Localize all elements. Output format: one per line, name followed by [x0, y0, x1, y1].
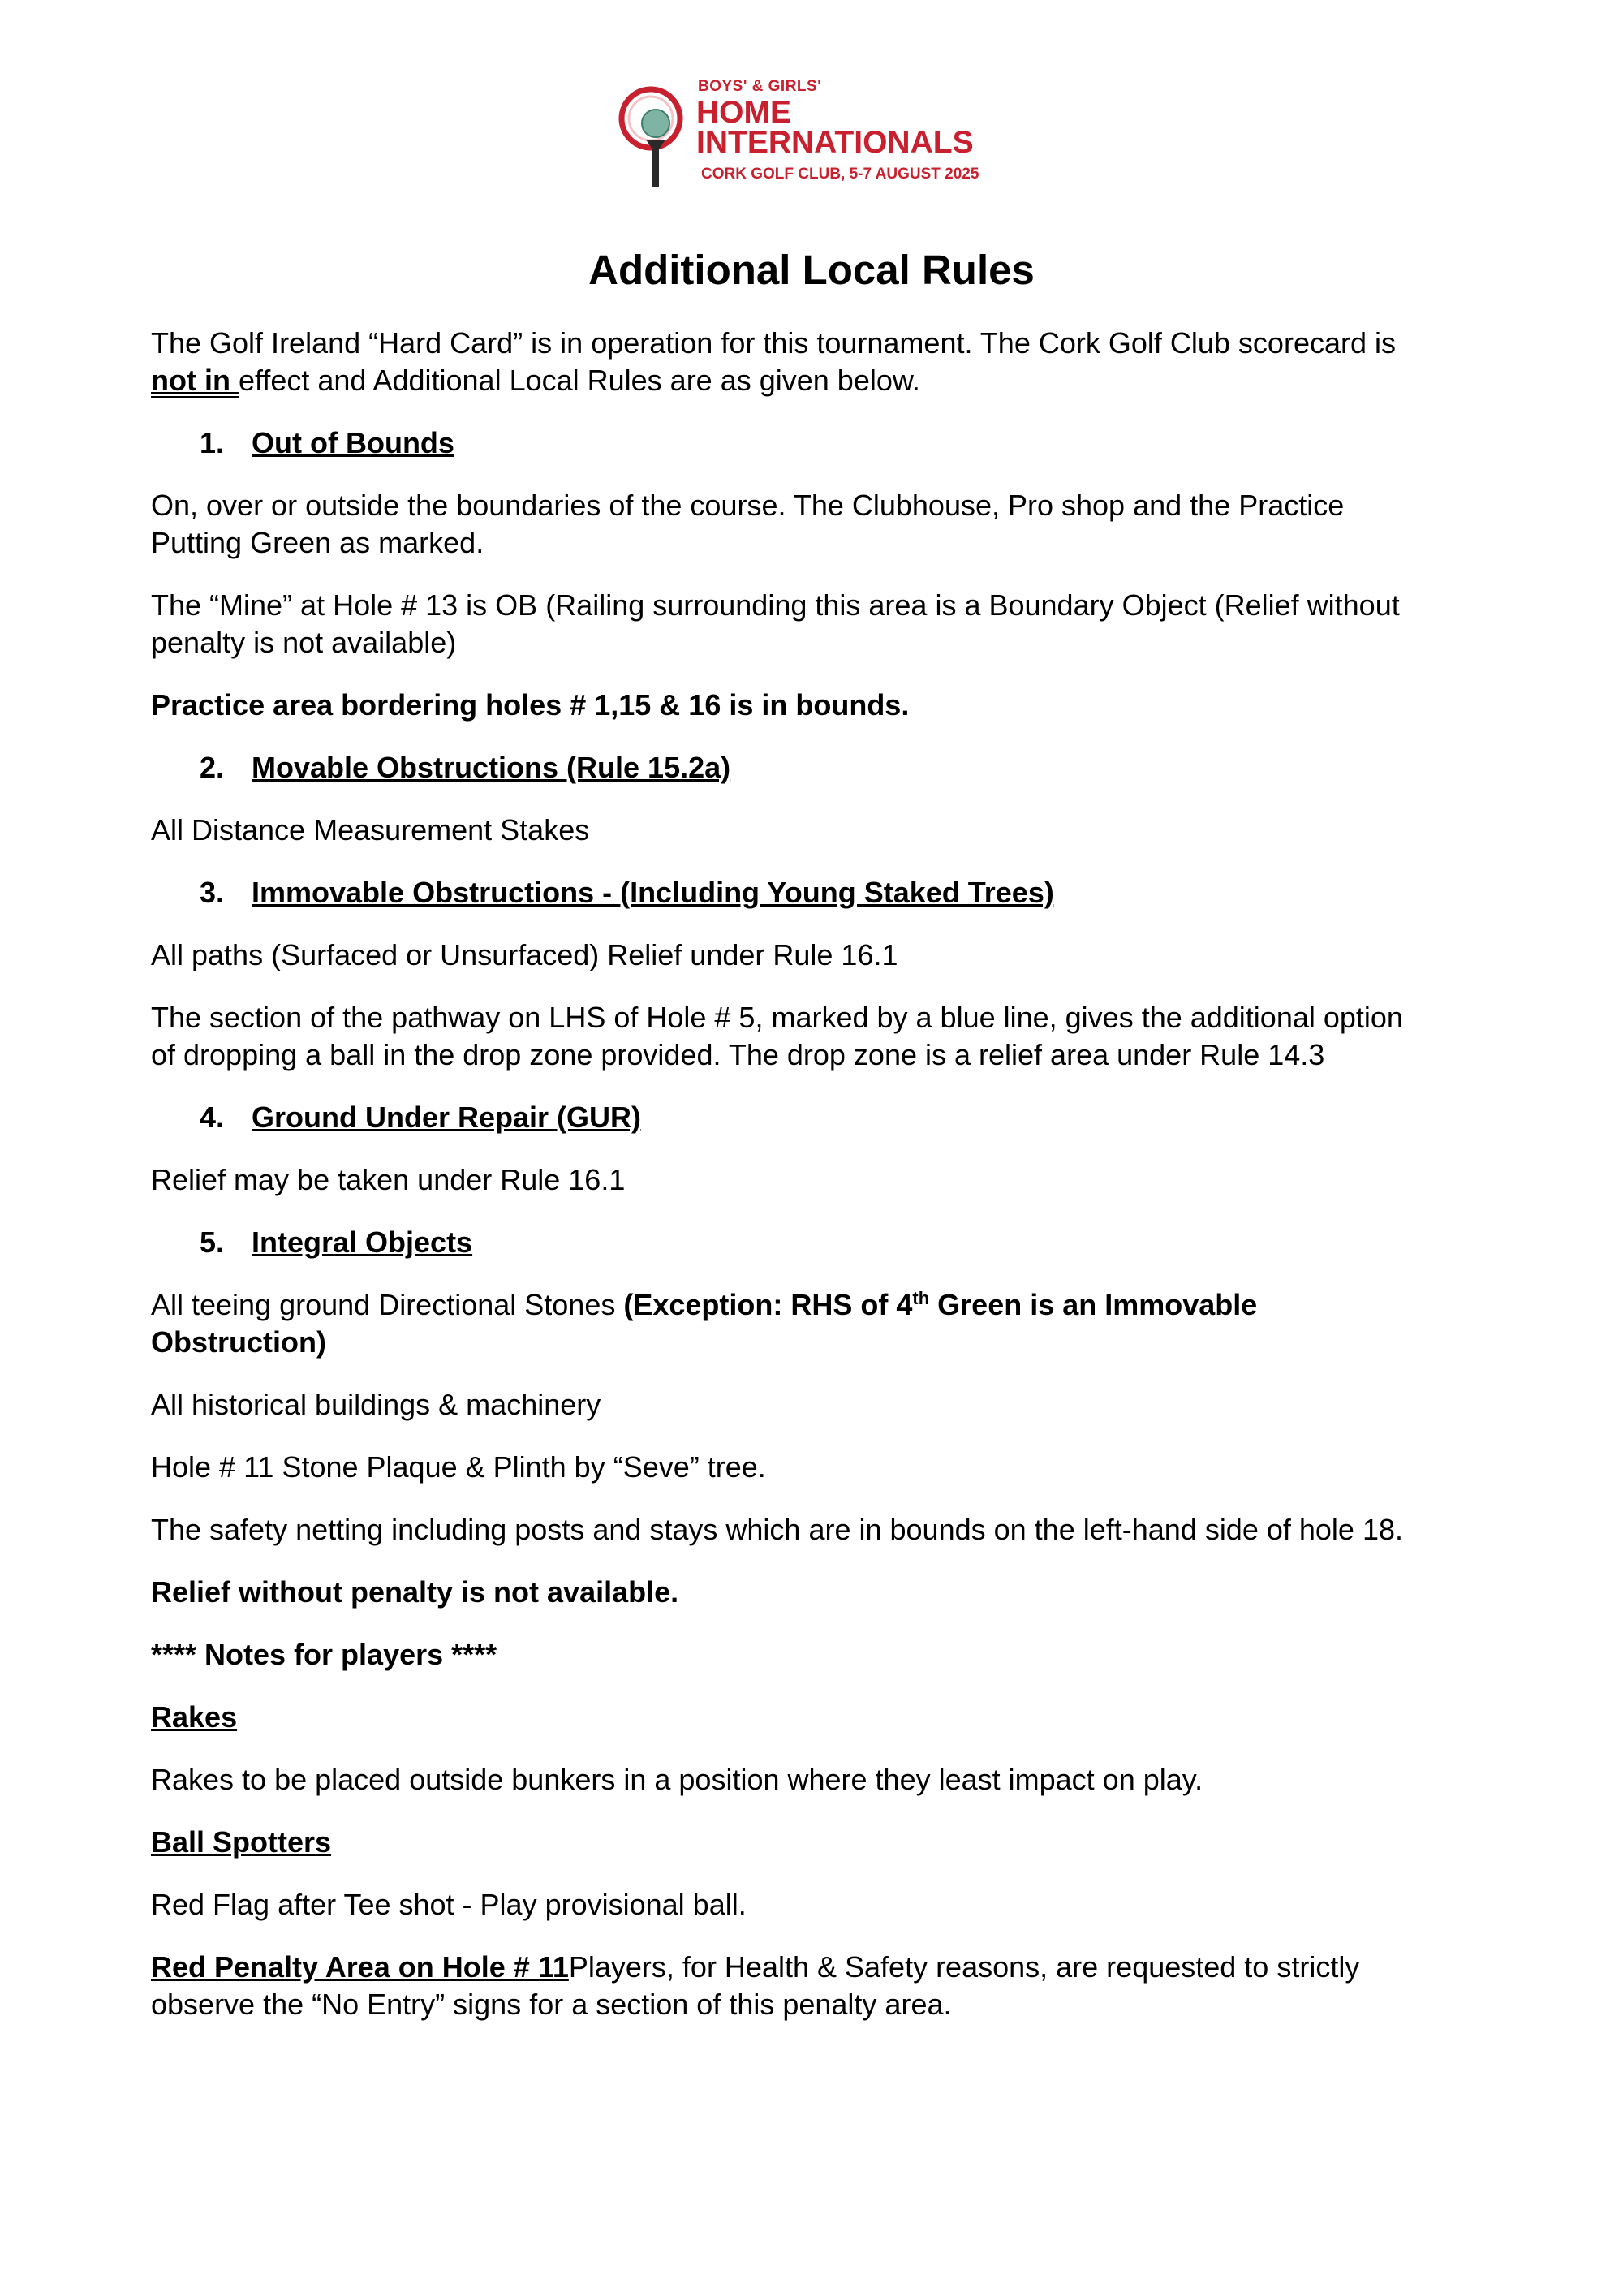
intro-paragraph — [151, 325, 1433, 399]
section-number: 3. — [200, 876, 225, 909]
paragraph: Red Flag after Tee shot - Play provisional ball. — [151, 1888, 747, 1921]
text: All teeing ground Directional Stones — [151, 1288, 624, 1321]
text-bold: Green is an Immovable Obstruction) — [151, 1288, 1258, 1359]
paragraph: All Distance Measurement Stakes — [151, 813, 590, 846]
paragraph: The safety netting including posts and stays which are in bounds on the left-hand side of hole 18. — [151, 1513, 1403, 1546]
section-title: Integral Objects — [252, 1226, 473, 1259]
section-heading-5 — [151, 1224, 1433, 1261]
notes-title: **** Notes for players **** — [151, 1638, 497, 1671]
section-number: 2. — [200, 751, 225, 784]
section-heading-4 — [151, 1099, 1433, 1136]
section-heading-1 — [151, 424, 1433, 462]
section-heading-2 — [151, 749, 1433, 786]
notes-heading-rakes: Rakes — [151, 1700, 238, 1734]
paragraph: All historical buildings & machinery — [151, 1388, 601, 1421]
section-number: 1. — [200, 426, 225, 459]
page-title: Additional Local Rules — [588, 247, 1035, 293]
golf-ball-tee-icon — [615, 75, 696, 193]
logo-line-3: INTERNATIONALS — [696, 125, 974, 160]
paragraph: All paths (Surfaced or Unsurfaced) Relief under Rule 16.1 — [151, 938, 898, 971]
paragraph-penalty-area — [151, 1949, 1433, 2023]
paragraph-exception — [151, 1286, 1433, 1361]
logo-line-2: HOME — [696, 95, 791, 130]
text-bold: (Exception: RHS of 4 — [623, 1288, 913, 1321]
event-logo — [615, 75, 1070, 193]
section-title: Immovable Obstructions - (Including Young Staked Trees) — [252, 876, 1054, 909]
intro-text-2: effect and Additional Local Rules are as given below. — [238, 364, 920, 397]
section-number: 5. — [200, 1226, 225, 1259]
paragraph-bold: Practice area bordering holes # 1,15 & 16 is in bounds. — [151, 688, 910, 722]
paragraph: Relief may be taken under Rule 16.1 — [151, 1163, 626, 1196]
paragraph: Hole # 11 Stone Plaque & Plinth by “Seve” tree. — [151, 1450, 766, 1484]
notes-heading-penalty-area: Red Penalty Area on Hole # 11 — [151, 1950, 569, 1984]
logo-line-1: BOYS' & GIRLS' — [698, 78, 822, 95]
paragraph: Rakes to be placed outside bunkers in a position where they least impact on play. — [151, 1763, 1203, 1796]
text: Players, for Health & Safety reasons, are requested to strictly observe the “No Entry” signs for a section of this penalty area. — [151, 1950, 1360, 2021]
section-heading-3 — [151, 874, 1433, 911]
section-title: Movable Obstructions (Rule 15.2a) — [252, 751, 731, 784]
intro-text-1: The Golf Ireland “Hard Card” is in operation for this tournament. The Cork Golf Club scorecard is — [151, 326, 1396, 360]
paragraph: On, over or outside the boundaries of the course. The Clubhouse, Pro shop and the Practice Putting Green as marked. — [151, 489, 1345, 559]
section-title: Out of Bounds — [252, 426, 454, 459]
paragraph-bold: Relief without penalty is not available. — [151, 1575, 679, 1609]
superscript: th — [912, 1288, 930, 1308]
intro-emphasis: not in — [151, 364, 239, 397]
logo-event-details: CORK GOLF CLUB, 5-7 AUGUST 2025 — [701, 166, 979, 183]
paragraph: The “Mine” at Hole # 13 is OB (Railing surrounding this area is a Boundary Object (Relief without penalty is not available) — [151, 588, 1400, 659]
paragraph: The section of the pathway on LHS of Hole # 5, marked by a blue line, gives the additional option of dropping a ball in the drop zone provided. The drop zone is a relief area under Rule 14.3 — [151, 1001, 1403, 1071]
document-body — [151, 325, 1433, 2048]
section-title: Ground Under Repair (GUR) — [252, 1101, 642, 1134]
section-number: 4. — [200, 1101, 225, 1134]
notes-heading-ball-spotters: Ball Spotters — [151, 1825, 332, 1859]
